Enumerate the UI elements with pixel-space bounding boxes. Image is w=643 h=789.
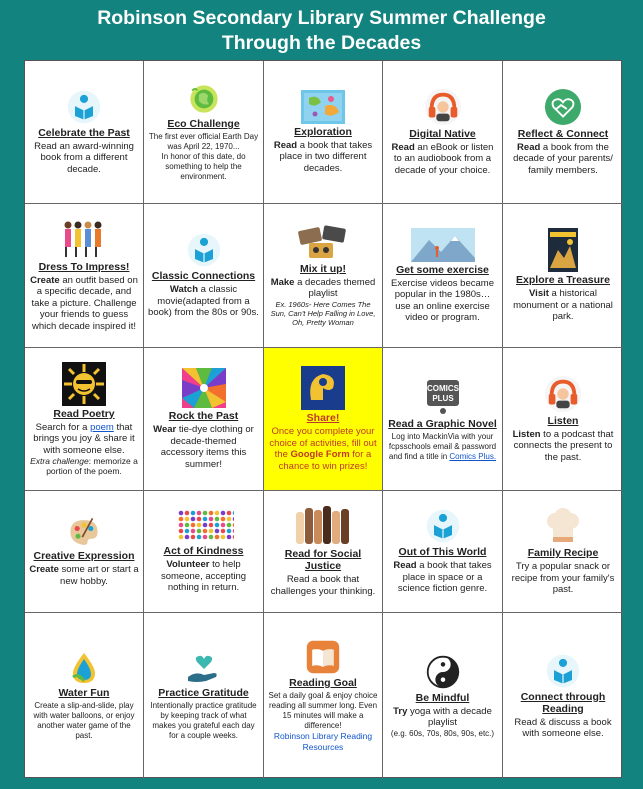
cell-creative-expression bbox=[25, 491, 144, 613]
comics-plus-link[interactable]: Comics Plus. bbox=[449, 452, 497, 461]
cell-title: Listen bbox=[547, 414, 579, 427]
cell-act-of-kindness bbox=[144, 491, 264, 613]
challenge-grid bbox=[24, 60, 622, 778]
sun-icon bbox=[62, 362, 106, 406]
cell-title: Get some exercise bbox=[396, 263, 489, 276]
water-drop-icon bbox=[69, 651, 99, 685]
headphones-icon bbox=[544, 375, 582, 413]
svg-text:PLUS: PLUS bbox=[431, 394, 454, 403]
cell-title: Reflect & Connect bbox=[517, 127, 609, 140]
cell-desc-2: In honor of this date, do something to help the environment. bbox=[161, 152, 246, 181]
cell-note: Ex. 1960s- Here Comes The Sun, Can't Help Falling in Love, Oh, Pretty Woman bbox=[270, 299, 376, 327]
map-icon bbox=[301, 90, 345, 124]
cell-get-some-exercise bbox=[383, 204, 503, 348]
cell-title: Read a Graphic Novel bbox=[388, 418, 497, 430]
cell-desc: Exercise videos became popular in the 1980s… use an online exercise video or program. bbox=[391, 277, 494, 323]
cell-title: Share! bbox=[306, 412, 340, 424]
reader-icon bbox=[425, 508, 461, 544]
cell-title: Mix it up! bbox=[299, 262, 347, 275]
reader-icon bbox=[66, 89, 102, 125]
cell-desc: Create some art or start a new hobby. bbox=[29, 564, 139, 587]
cell-title: Exploration bbox=[294, 125, 352, 138]
cell-be-mindful bbox=[383, 613, 503, 779]
reader-icon bbox=[186, 232, 222, 268]
cell-title: Reading Goal bbox=[289, 677, 357, 689]
cell-title: Classic Connections bbox=[151, 270, 256, 283]
rams-logo-icon bbox=[301, 366, 345, 410]
cell-practice-gratitude bbox=[144, 613, 264, 779]
cell-title: Family Recipe bbox=[527, 547, 599, 560]
cell-reflect-connect bbox=[503, 61, 623, 204]
cell-desc: Visit a historical monument or a national park. bbox=[513, 288, 613, 323]
cell-desc: Make a decades themed playlist bbox=[270, 276, 376, 299]
google-form-label[interactable]: Google Form bbox=[290, 449, 350, 460]
chef-hat-icon bbox=[543, 507, 583, 545]
earth-icon bbox=[187, 82, 221, 116]
cell-desc: Read a book that takes place in space or a science fiction genre. bbox=[393, 560, 492, 595]
cell-desc: Wear tie-dye clothing or decade-themed accessory items this summer! bbox=[153, 424, 254, 470]
cell-title: Practice Gratitude bbox=[158, 687, 249, 699]
yin-yang-icon bbox=[425, 654, 461, 690]
book-icon bbox=[305, 639, 341, 675]
cell-desc: Read a book that takes place in two different decades. bbox=[273, 139, 373, 174]
cell-desc: Read an award-winning book from a different decade. bbox=[34, 140, 134, 175]
cell-desc: Read & discuss a book with someone else. bbox=[514, 716, 612, 739]
cell-reading-goal bbox=[264, 613, 383, 779]
cell-desc: Set a daily goal & enjoy choice reading all summer long. Even 15 minutes will make a difference! bbox=[268, 691, 378, 730]
page-subtitle: Through the Decades bbox=[221, 32, 422, 54]
cell-title: Digital Native bbox=[409, 127, 476, 140]
cell-explore-a-treasure bbox=[503, 204, 623, 348]
headphones-icon bbox=[424, 88, 462, 126]
cell-family-recipe bbox=[503, 491, 623, 613]
cell-title: Creative Expression bbox=[33, 550, 135, 562]
cell-title: Out of This World bbox=[398, 546, 487, 559]
cell-share bbox=[264, 348, 383, 491]
mountain-icon bbox=[411, 228, 475, 262]
cell-desc: Create an outfit based on a specific decade, and take a picture. Challenge your friends to guess which decade inspired it! bbox=[30, 274, 138, 332]
cell-desc: Create a slip-and-slide, play with water balloons, or enjoy another water game of the past. bbox=[33, 701, 135, 740]
cell-title: Act of Kindness bbox=[163, 545, 244, 558]
heart-hand-icon bbox=[184, 651, 224, 685]
page-header bbox=[0, 0, 643, 66]
cell-title: Be Mindful bbox=[415, 691, 470, 704]
raised-hands-icon bbox=[294, 506, 352, 546]
cell-mix-it-up bbox=[264, 204, 383, 348]
palette-icon bbox=[67, 516, 101, 548]
cell-title: Celebrate the Past bbox=[38, 126, 130, 139]
cell-title: Connect through Reading bbox=[520, 690, 606, 715]
cell-connect-through-reading bbox=[503, 613, 623, 779]
cell-desc: Try a popular snack or recipe from your family's past. bbox=[511, 561, 615, 596]
cell-exploration bbox=[264, 61, 383, 204]
cell-desc: Log into MackinVia with your fcpsschools email & password and find a title in Comics Plus. bbox=[388, 432, 497, 461]
cell-title: Rock the Past bbox=[168, 410, 239, 422]
cell-desc: Volunteer to help someone, accepting nothing in return. bbox=[160, 559, 247, 594]
comics-plus-icon bbox=[423, 376, 463, 416]
reader-icon bbox=[545, 653, 581, 689]
cell-extra: Extra challenge: memorize a portion of the poem. bbox=[30, 456, 138, 477]
cell-title: Read Poetry bbox=[53, 407, 115, 420]
cell-desc: Read a book that challenges your thinking. bbox=[270, 574, 376, 597]
cell-read-poetry bbox=[25, 348, 144, 491]
cell-title: Read for Social Justice bbox=[284, 548, 362, 572]
cell-rock-the-past bbox=[144, 348, 264, 491]
cell-title: Dress To Impress! bbox=[38, 260, 130, 273]
cell-desc: Read a book from the decade of your parents/ family members. bbox=[513, 141, 613, 176]
cell-read-graphic-novel bbox=[383, 348, 503, 491]
cell-desc: Once you complete your choice of activities, fill out the Google Form for a chance to win prizes! bbox=[269, 426, 377, 472]
cell-dress-to-impress bbox=[25, 204, 144, 348]
cell-classic-connections bbox=[144, 204, 264, 348]
cell-title: Explore a Treasure bbox=[516, 274, 610, 287]
cell-desc: Intentionally practice gratitude by keeping track of what makes you grateful each day for a couple weeks. bbox=[150, 701, 257, 740]
cell-title: Eco Challenge bbox=[167, 118, 240, 130]
cell-listen bbox=[503, 348, 623, 491]
people-icon bbox=[60, 219, 108, 259]
cell-desc: Watch a classic movie(adapted from a book) from the 80s or 90s. bbox=[148, 284, 259, 319]
tie-dye-icon bbox=[182, 368, 226, 408]
cell-eco-challenge bbox=[144, 61, 264, 204]
poem-link[interactable]: poem bbox=[90, 421, 114, 433]
cassette-icon bbox=[297, 225, 349, 261]
reading-resources-link[interactable]: Robinson Library Reading Resources bbox=[273, 731, 373, 752]
cell-water-fun bbox=[25, 613, 144, 779]
cell-out-of-this-world bbox=[383, 491, 503, 613]
cell-desc: Search for a poem that brings you joy & share it with someone else. bbox=[33, 421, 135, 456]
page-title: Robinson Secondary Library Summer Challenge bbox=[97, 7, 546, 29]
park-poster-icon bbox=[548, 228, 578, 272]
cell-title: Water Fun bbox=[58, 687, 110, 699]
cell-celebrate-the-past bbox=[25, 61, 144, 204]
heart-hands-icon bbox=[544, 88, 582, 126]
cell-digital-native bbox=[383, 61, 503, 204]
cell-desc-2: (e.g. 60s, 70s, 80s, 90s, etc.) bbox=[390, 728, 495, 738]
cell-desc: The first ever official Earth Day was April 22, 1970... bbox=[148, 132, 259, 151]
cell-desc: Listen to a podcast that connects the present to the past. bbox=[512, 428, 614, 463]
cell-desc: Read an eBook or listen to an audiobook from a decade of your choice. bbox=[391, 141, 494, 176]
dots-icon bbox=[174, 509, 234, 543]
cell-desc: Try yoga with a decade playlist bbox=[393, 705, 492, 728]
svg-text:COMICS: COMICS bbox=[426, 384, 459, 393]
cell-read-for-social-justice bbox=[264, 491, 383, 613]
